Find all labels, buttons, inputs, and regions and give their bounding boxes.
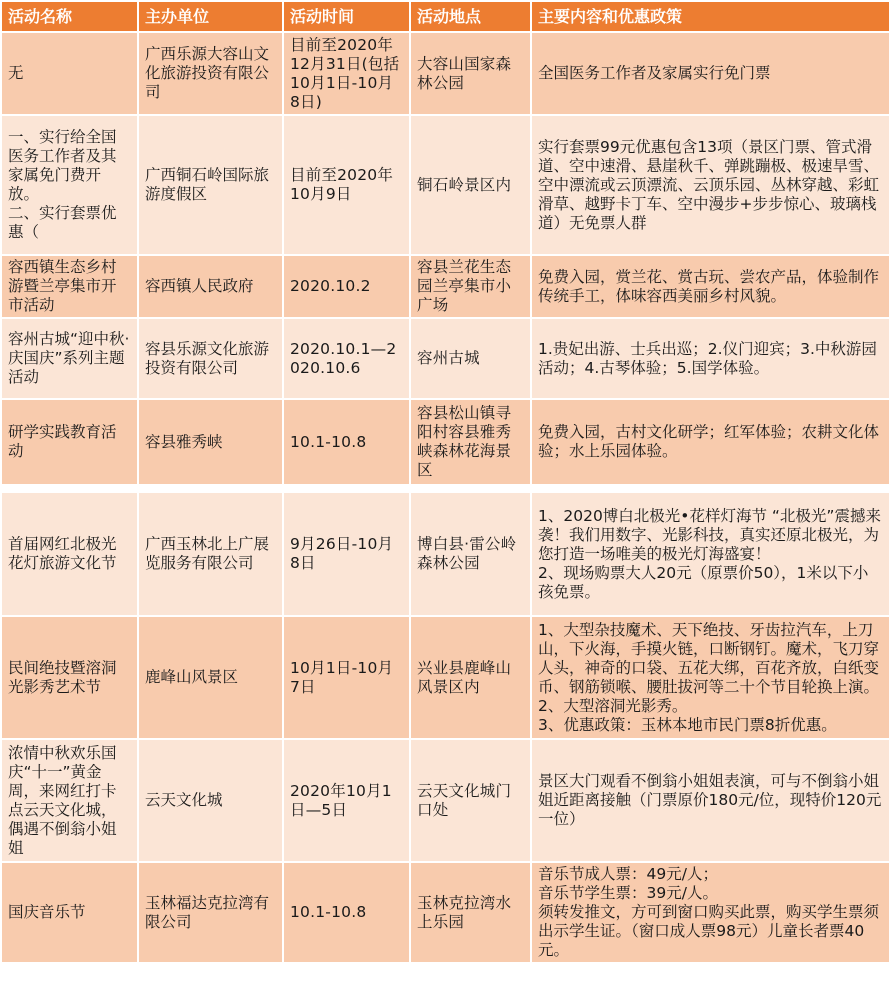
cell-main-content: 免费入园，古村文化研学；红军体验；农耕文化体验；水上乐园体验。	[531, 399, 889, 485]
cell-activity-name: 国庆音乐节	[1, 862, 138, 963]
header-main-content: 主要内容和优惠政策	[531, 1, 889, 32]
cell-activity-time: 2020.10.2	[283, 255, 410, 318]
cell-activity-time: 10.1-10.8	[283, 399, 410, 485]
header-row	[1, 1, 889, 32]
header-activity-time: 活动时间	[283, 1, 410, 32]
cell-activity-time: 10月1日-10月7日	[283, 616, 410, 739]
cell-activity-place: 大容山国家森林公园	[410, 32, 531, 115]
cell-organizer: 鹿峰山风景区	[138, 616, 283, 739]
cell-main-content: 全国医务工作者及家属实行免门票	[531, 32, 889, 115]
header-activity-name: 活动名称	[1, 1, 138, 32]
cell-organizer: 云天文化城	[138, 739, 283, 862]
table-row	[1, 255, 889, 318]
table-row	[1, 399, 889, 485]
cell-activity-name: 容州古城“迎中秋·庆国庆”系列主题活动	[1, 318, 138, 399]
cell-main-content: 实行套票99元优惠包含13项（景区门票、管式滑道、空中速滑、悬崖秋千、弹跳蹦极、极速旱雪、空中漂流或云顶漂流、云顶乐园、丛林穿越、彩虹滑草、越野卡丁车、空中漫步+步步惊心、玻璃栈道）无免票人群	[531, 115, 889, 255]
cell-activity-name: 容西镇生态乡村游暨兰亭集市开市活动	[1, 255, 138, 318]
cell-activity-place: 兴业县鹿峰山风景区内	[410, 616, 531, 739]
cell-activity-place: 云天文化城门口处	[410, 739, 531, 862]
cell-main-content: 1、大型杂技魔术、天下绝技、牙齿拉汽车，上刀山，下火海，手摸火链，口断钢钉。魔术，飞刀穿人头，神奇的口袋、五花大绑，百花齐放，白纸变币、钢筋锁喉、腰肚拔河等二十个节目轮换上演。2、大型溶洞光影秀。 3、优惠政策：玉林本地市民门票8折优惠。	[531, 616, 889, 739]
table-row	[1, 115, 889, 255]
cell-activity-name: 一、实行给全国医务工作者及其家属免门费开放。 二、实行套票优惠（	[1, 115, 138, 255]
cell-activity-time: 2020.10.1—2020.10.6	[283, 318, 410, 399]
cell-main-content: 免费入园，赏兰花、赏古玩、尝农产品，体验制作传统手工，体味容西美丽乡村风貌。	[531, 255, 889, 318]
table-row	[1, 32, 889, 115]
cell-organizer: 广西乐源大容山文化旅游投资有限公司	[138, 32, 283, 115]
cell-main-content: 音乐节成人票：49元/人； 音乐节学生票：39元/人。 须转发推文，方可到窗口购买此票，购买学生票须出示学生证。（窗口成人票98元）儿童长者票40元。	[531, 862, 889, 963]
cell-activity-time: 目前至2020年10月9日	[283, 115, 410, 255]
cell-activity-name: 首届网红北极光花灯旅游文化节	[1, 492, 138, 616]
cell-organizer: 玉林福达克拉湾有限公司	[138, 862, 283, 963]
cell-main-content: 1、2020博白北极光•花样灯海节 “北极光”震撼来袭！我们用数字、光影科技，真实还原北极光，为您打造一场唯美的极光灯海盛宴！ 2、现场购票大人20元（原票价50），1米以下小孩免票。	[531, 492, 889, 616]
cell-organizer: 容县乐源文化旅游投资有限公司	[138, 318, 283, 399]
cell-activity-place: 玉林克拉湾水上乐园	[410, 862, 531, 963]
cell-activity-place: 容州古城	[410, 318, 531, 399]
table-divider-row	[1, 485, 889, 492]
cell-activity-name: 无	[1, 32, 138, 115]
cell-activity-name: 民间绝技暨溶洞光影秀艺术节	[1, 616, 138, 739]
cell-activity-place: 容县兰花生态园兰亭集市小广场	[410, 255, 531, 318]
table-row	[1, 739, 889, 862]
cell-activity-place: 博白县·雷公岭森林公园	[410, 492, 531, 616]
table-divider	[1, 485, 889, 492]
cell-main-content: 景区大门观看不倒翁小姐姐表演，可与不倒翁小姐姐近距离接触（门票原价180元/位，现特价120元一位）	[531, 739, 889, 862]
cell-activity-time: 10.1-10.8	[283, 862, 410, 963]
header-organizer: 主办单位	[138, 1, 283, 32]
table-row	[1, 492, 889, 616]
cell-main-content: 1.贵妃出游、士兵出巡；2.仪门迎宾；3.中秋游园活动；4.古琴体验；5.国学体验。	[531, 318, 889, 399]
cell-organizer: 容县雅秀峡	[138, 399, 283, 485]
cell-activity-name: 研学实践教育活动	[1, 399, 138, 485]
table-row	[1, 616, 889, 739]
cell-activity-time: 2020年10月1日—5日	[283, 739, 410, 862]
cell-activity-name: 浓情中秋欢乐国庆“十一”黄金周，来网红打卡点云天文化城，偶遇不倒翁小姐姐	[1, 739, 138, 862]
cell-organizer: 广西玉林北上广展览服务有限公司	[138, 492, 283, 616]
table-row	[1, 318, 889, 399]
table-row	[1, 862, 889, 963]
cell-organizer: 容西镇人民政府	[138, 255, 283, 318]
header-activity-place: 活动地点	[410, 1, 531, 32]
cell-activity-time: 9月26日-10月8日	[283, 492, 410, 616]
cell-activity-place: 铜石岭景区内	[410, 115, 531, 255]
cell-activity-time: 目前至2020年12月31日(包括10月1日-10月8日)	[283, 32, 410, 115]
cell-organizer: 广西铜石岭国际旅游度假区	[138, 115, 283, 255]
cell-activity-place: 容县松山镇寻阳村容县雅秀峡森林花海景区	[410, 399, 531, 485]
